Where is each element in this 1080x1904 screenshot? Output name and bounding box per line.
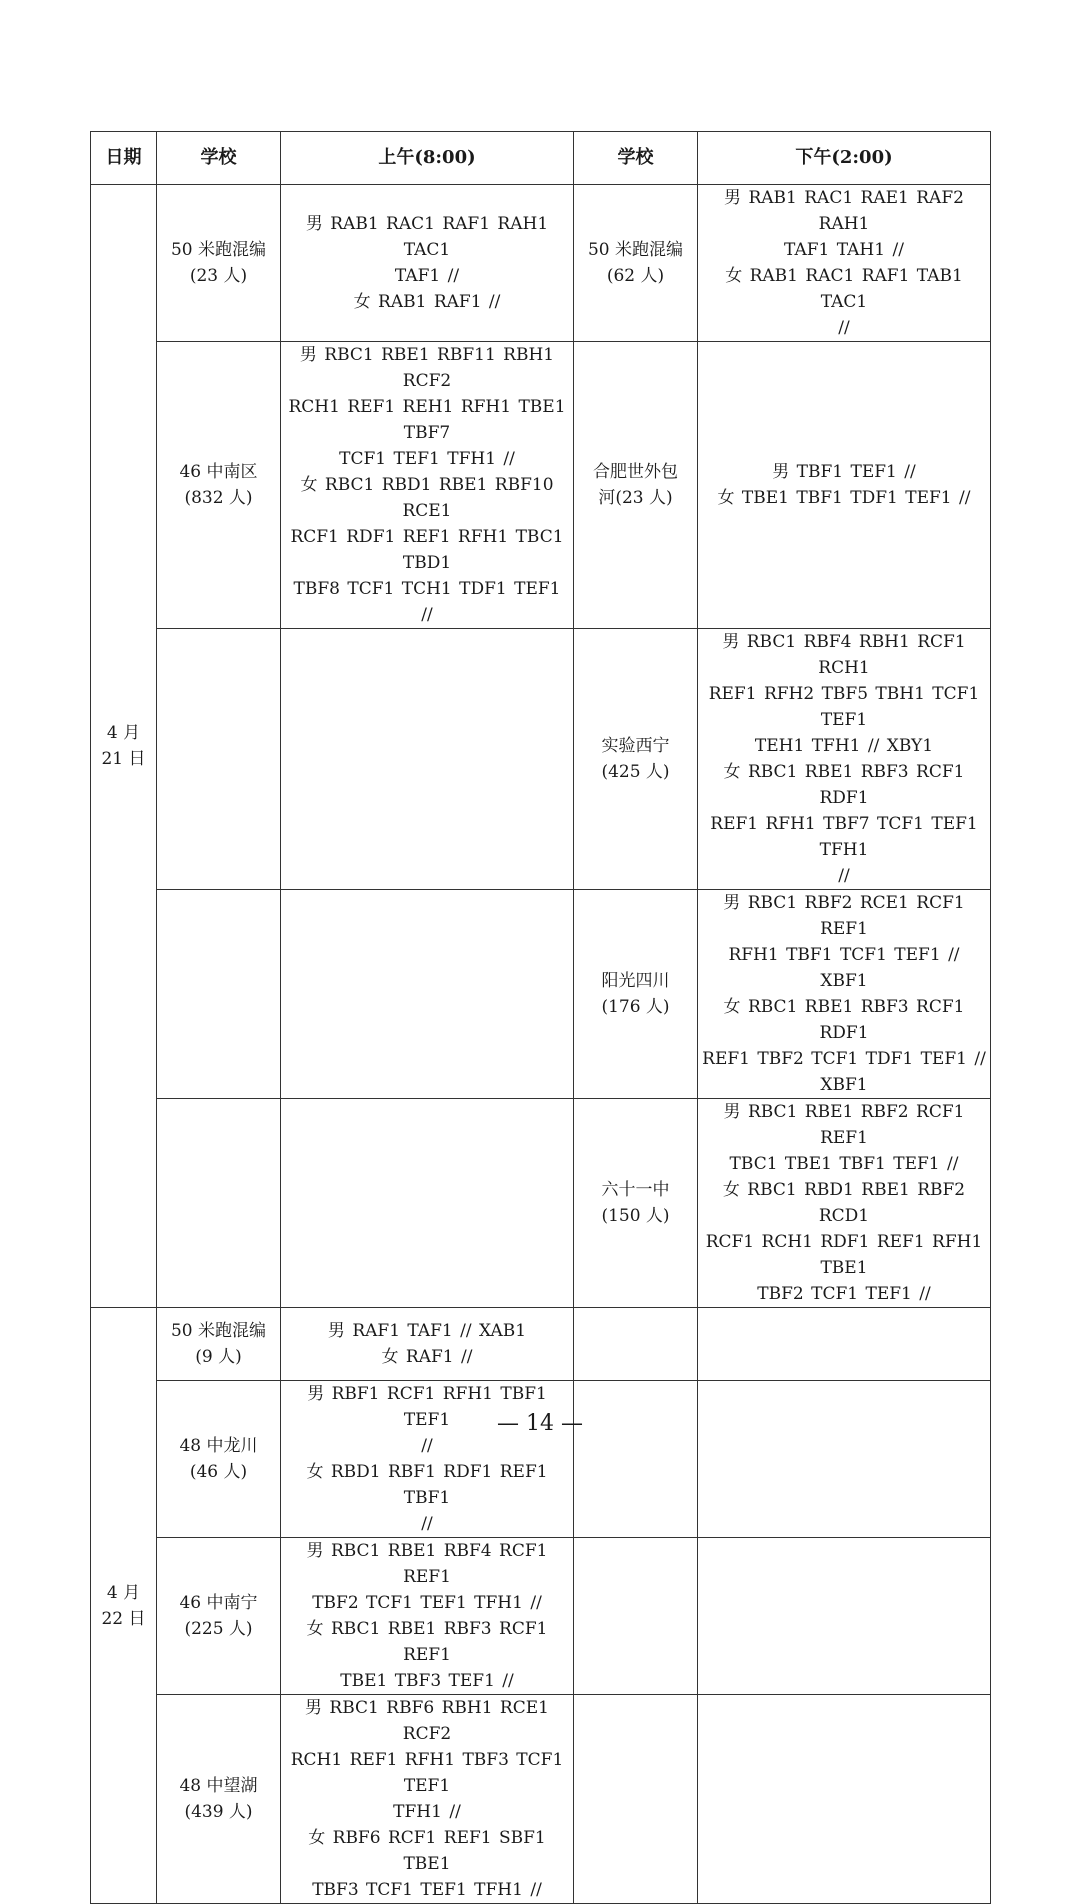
am-school-cell: [157, 1538, 281, 1695]
code-line: 男 RBC1 RBF4 RBH1 RCF1 RCH1: [722, 632, 966, 678]
school-name: 46 中南区: [179, 462, 258, 482]
date-cell: [91, 1308, 157, 1904]
school-name: 50 米跑混编: [587, 240, 684, 260]
date-month: 4 月: [106, 723, 141, 743]
am-codes-cell: [281, 1695, 574, 1904]
date-day: 21 日: [101, 749, 146, 769]
table-row: [91, 342, 991, 629]
code-line: TCF1 TEF1 TFH1 //: [339, 449, 515, 469]
code-line: 男 RAB1 RAC1 RAF1 RAH1 TAC1: [305, 214, 549, 260]
school-count: (425 人): [601, 762, 670, 782]
am-codes-cell: [281, 629, 574, 890]
code-line: 女 RBF6 RCF1 REF1 SBF1 TBE1: [308, 1828, 546, 1874]
am-codes-cell: [281, 890, 574, 1099]
pm-school-cell: [574, 1381, 698, 1538]
am-school-cell: [157, 1381, 281, 1538]
code-line: 女 RBC1 RBE1 RBF3 RCF1 REF1: [306, 1619, 548, 1665]
code-line: TBF2 TCF1 TEF1 TFH1 //: [312, 1593, 542, 1613]
code-line: XBF1: [820, 1075, 868, 1095]
school-name: 50 米跑混编: [170, 1321, 267, 1341]
am-codes-cell: [281, 185, 574, 342]
school-name: 48 中龙川: [179, 1436, 258, 1456]
code-line: RCF1 RDF1 REF1 RFH1 TBC1 TBD1: [290, 527, 564, 573]
code-line: TBF3 TCF1 TEF1 TFH1 //: [312, 1880, 542, 1900]
am-school-cell: [157, 1308, 281, 1381]
pm-codes-cell: [698, 1099, 991, 1308]
code-line: 女 RAB1 RAF1 //: [353, 292, 501, 312]
pm-codes-cell: [698, 890, 991, 1099]
pm-school-cell: [574, 629, 698, 890]
code-line: 男 RBC1 RBF2 RCE1 RCF1 REF1: [723, 893, 965, 939]
pm-codes-cell: [698, 629, 991, 890]
schedule-table: [90, 131, 991, 1904]
code-line: 男 TBF1 TEF1 //: [772, 462, 916, 482]
table-row: [91, 1538, 991, 1695]
table-row: [91, 890, 991, 1099]
code-line: 女 RBC1 RBE1 RBF3 RCF1 RDF1: [723, 997, 965, 1043]
school-name: 阳光四川: [601, 971, 670, 991]
am-codes-cell: [281, 1099, 574, 1308]
school-count: (9 人): [195, 1347, 242, 1367]
school-name: 合肥世外包: [593, 462, 678, 482]
code-line: //: [838, 318, 850, 338]
code-line: 女 RAF1 //: [381, 1347, 473, 1367]
header-row: [91, 132, 991, 185]
table-row: [91, 1099, 991, 1308]
school-count: (176 人): [601, 997, 670, 1017]
pm-school-cell: [574, 342, 698, 629]
school-count: 河(23 人): [598, 488, 673, 508]
am-school-cell: [157, 890, 281, 1099]
code-line: 男 RAB1 RAC1 RAE1 RAF2 RAH1: [724, 188, 964, 234]
school-count: (225 人): [184, 1619, 253, 1639]
code-line: REF1 TBF2 TCF1 TDF1 TEF1 //: [702, 1049, 986, 1069]
code-line: 女 RBC1 RBD1 RBE1 RBF2 RCD1: [722, 1180, 966, 1226]
header-date: 日期: [91, 132, 157, 185]
school-count: (62 人): [606, 266, 665, 286]
page-number: — 14 —: [497, 1411, 583, 1436]
code-line: //: [838, 866, 850, 886]
code-line: RFH1 TBF1 TCF1 TEF1 // XBF1: [728, 945, 960, 991]
am-codes-cell: [281, 342, 574, 629]
code-line: //: [421, 1436, 433, 1456]
code-line: 男 RBF1 RCF1 RFH1 TBF1 TEF1: [307, 1384, 547, 1430]
pm-codes-cell: [698, 1381, 991, 1538]
pm-codes-cell: [698, 1308, 991, 1381]
am-codes-cell: [281, 1308, 574, 1381]
code-line: TFH1 //: [393, 1802, 461, 1822]
am-school-cell: [157, 342, 281, 629]
code-line: 女 RBC1 RBE1 RBF3 RCF1 RDF1: [723, 762, 965, 808]
pm-school-cell: [574, 1538, 698, 1695]
code-line: 男 RBC1 RBF6 RBH1 RCE1 RCF2: [305, 1698, 549, 1744]
code-line: 男 RAF1 TAF1 // XAB1: [327, 1321, 527, 1341]
school-count: (46 人): [189, 1462, 248, 1482]
table-row: [91, 1381, 991, 1538]
school-count: (439 人): [184, 1802, 253, 1822]
school-name: 48 中望湖: [179, 1776, 258, 1796]
school-name: 六十一中: [601, 1180, 670, 1200]
code-line: TBF2 TCF1 TEF1 //: [757, 1284, 931, 1304]
pm-codes-cell: [698, 185, 991, 342]
school-name: 46 中南宁: [179, 1593, 258, 1613]
date-day: 22 日: [101, 1608, 146, 1629]
code-line: TBF8 TCF1 TCH1 TDF1 TEF1 //: [293, 579, 561, 625]
code-line: TAF1 //: [394, 266, 460, 286]
header-am: 上午(8:00): [281, 132, 574, 185]
code-line: RCH1 REF1 RFH1 TBF3 TCF1 TEF1: [290, 1750, 564, 1796]
am-school-cell: [157, 1099, 281, 1308]
pm-codes-cell: [698, 1695, 991, 1904]
code-line: RCH1 REF1 REH1 RFH1 TBE1 TBF7: [288, 397, 566, 443]
code-line: 女 RBD1 RBF1 RDF1 REF1 TBF1: [306, 1462, 548, 1508]
code-line: REF1 RFH1 TBF7 TCF1 TEF1 TFH1: [710, 814, 978, 860]
am-codes-cell: [281, 1381, 574, 1538]
code-line: 女 RBC1 RBD1 RBE1 RBF10 RCE1: [300, 475, 554, 521]
table-row: [91, 629, 991, 890]
am-school-cell: [157, 1695, 281, 1904]
table-row: [91, 1695, 991, 1904]
code-line: TBC1 TBE1 TBF1 TEF1 //: [729, 1154, 959, 1174]
school-name: 50 米跑混编: [170, 240, 267, 260]
code-line: REF1 RFH2 TBF5 TBH1 TCF1 TEF1: [708, 684, 980, 730]
am-school-cell: [157, 629, 281, 890]
date-cell: [91, 185, 157, 1308]
school-name: 实验西宁: [601, 736, 670, 756]
school-count: (23 人): [189, 266, 248, 286]
am-school-cell: [157, 185, 281, 342]
code-line: 女 TBE1 TBF1 TDF1 TEF1 //: [717, 488, 971, 508]
pm-codes-cell: [698, 342, 991, 629]
code-line: 男 RBC1 RBE1 RBF2 RCF1 REF1: [723, 1102, 965, 1148]
code-line: TBE1 TBF3 TEF1 //: [340, 1671, 514, 1691]
code-line: 女 RAB1 RAC1 RAF1 TAB1 TAC1: [725, 266, 963, 312]
pm-school-cell: [574, 890, 698, 1099]
table-row: [91, 185, 991, 342]
code-line: 男 RBC1 RBE1 RBF11 RBH1 RCF2: [299, 345, 555, 391]
pm-school-cell: [574, 1695, 698, 1904]
table-row: [91, 1308, 991, 1381]
header-school-am: 学校: [157, 132, 281, 185]
school-count: (150 人): [601, 1206, 670, 1226]
pm-school-cell: [574, 1308, 698, 1381]
code-line: //: [421, 1514, 433, 1534]
header-school-pm: 学校: [574, 132, 698, 185]
code-line: TAF1 TAH1 //: [784, 240, 904, 260]
code-line: TEH1 TFH1 // XBY1: [754, 736, 934, 756]
school-count: (832 人): [184, 488, 253, 508]
header-pm: 下午(2:00): [698, 132, 991, 185]
code-line: 男 RBC1 RBE1 RBF4 RCF1 REF1: [306, 1541, 548, 1587]
code-line: RCF1 RCH1 RDF1 REF1 RFH1 TBE1: [705, 1232, 983, 1278]
date-month: 4 月: [106, 1582, 141, 1603]
am-codes-cell: [281, 1538, 574, 1695]
pm-school-cell: [574, 185, 698, 342]
pm-school-cell: [574, 1099, 698, 1308]
pm-codes-cell: [698, 1538, 991, 1695]
